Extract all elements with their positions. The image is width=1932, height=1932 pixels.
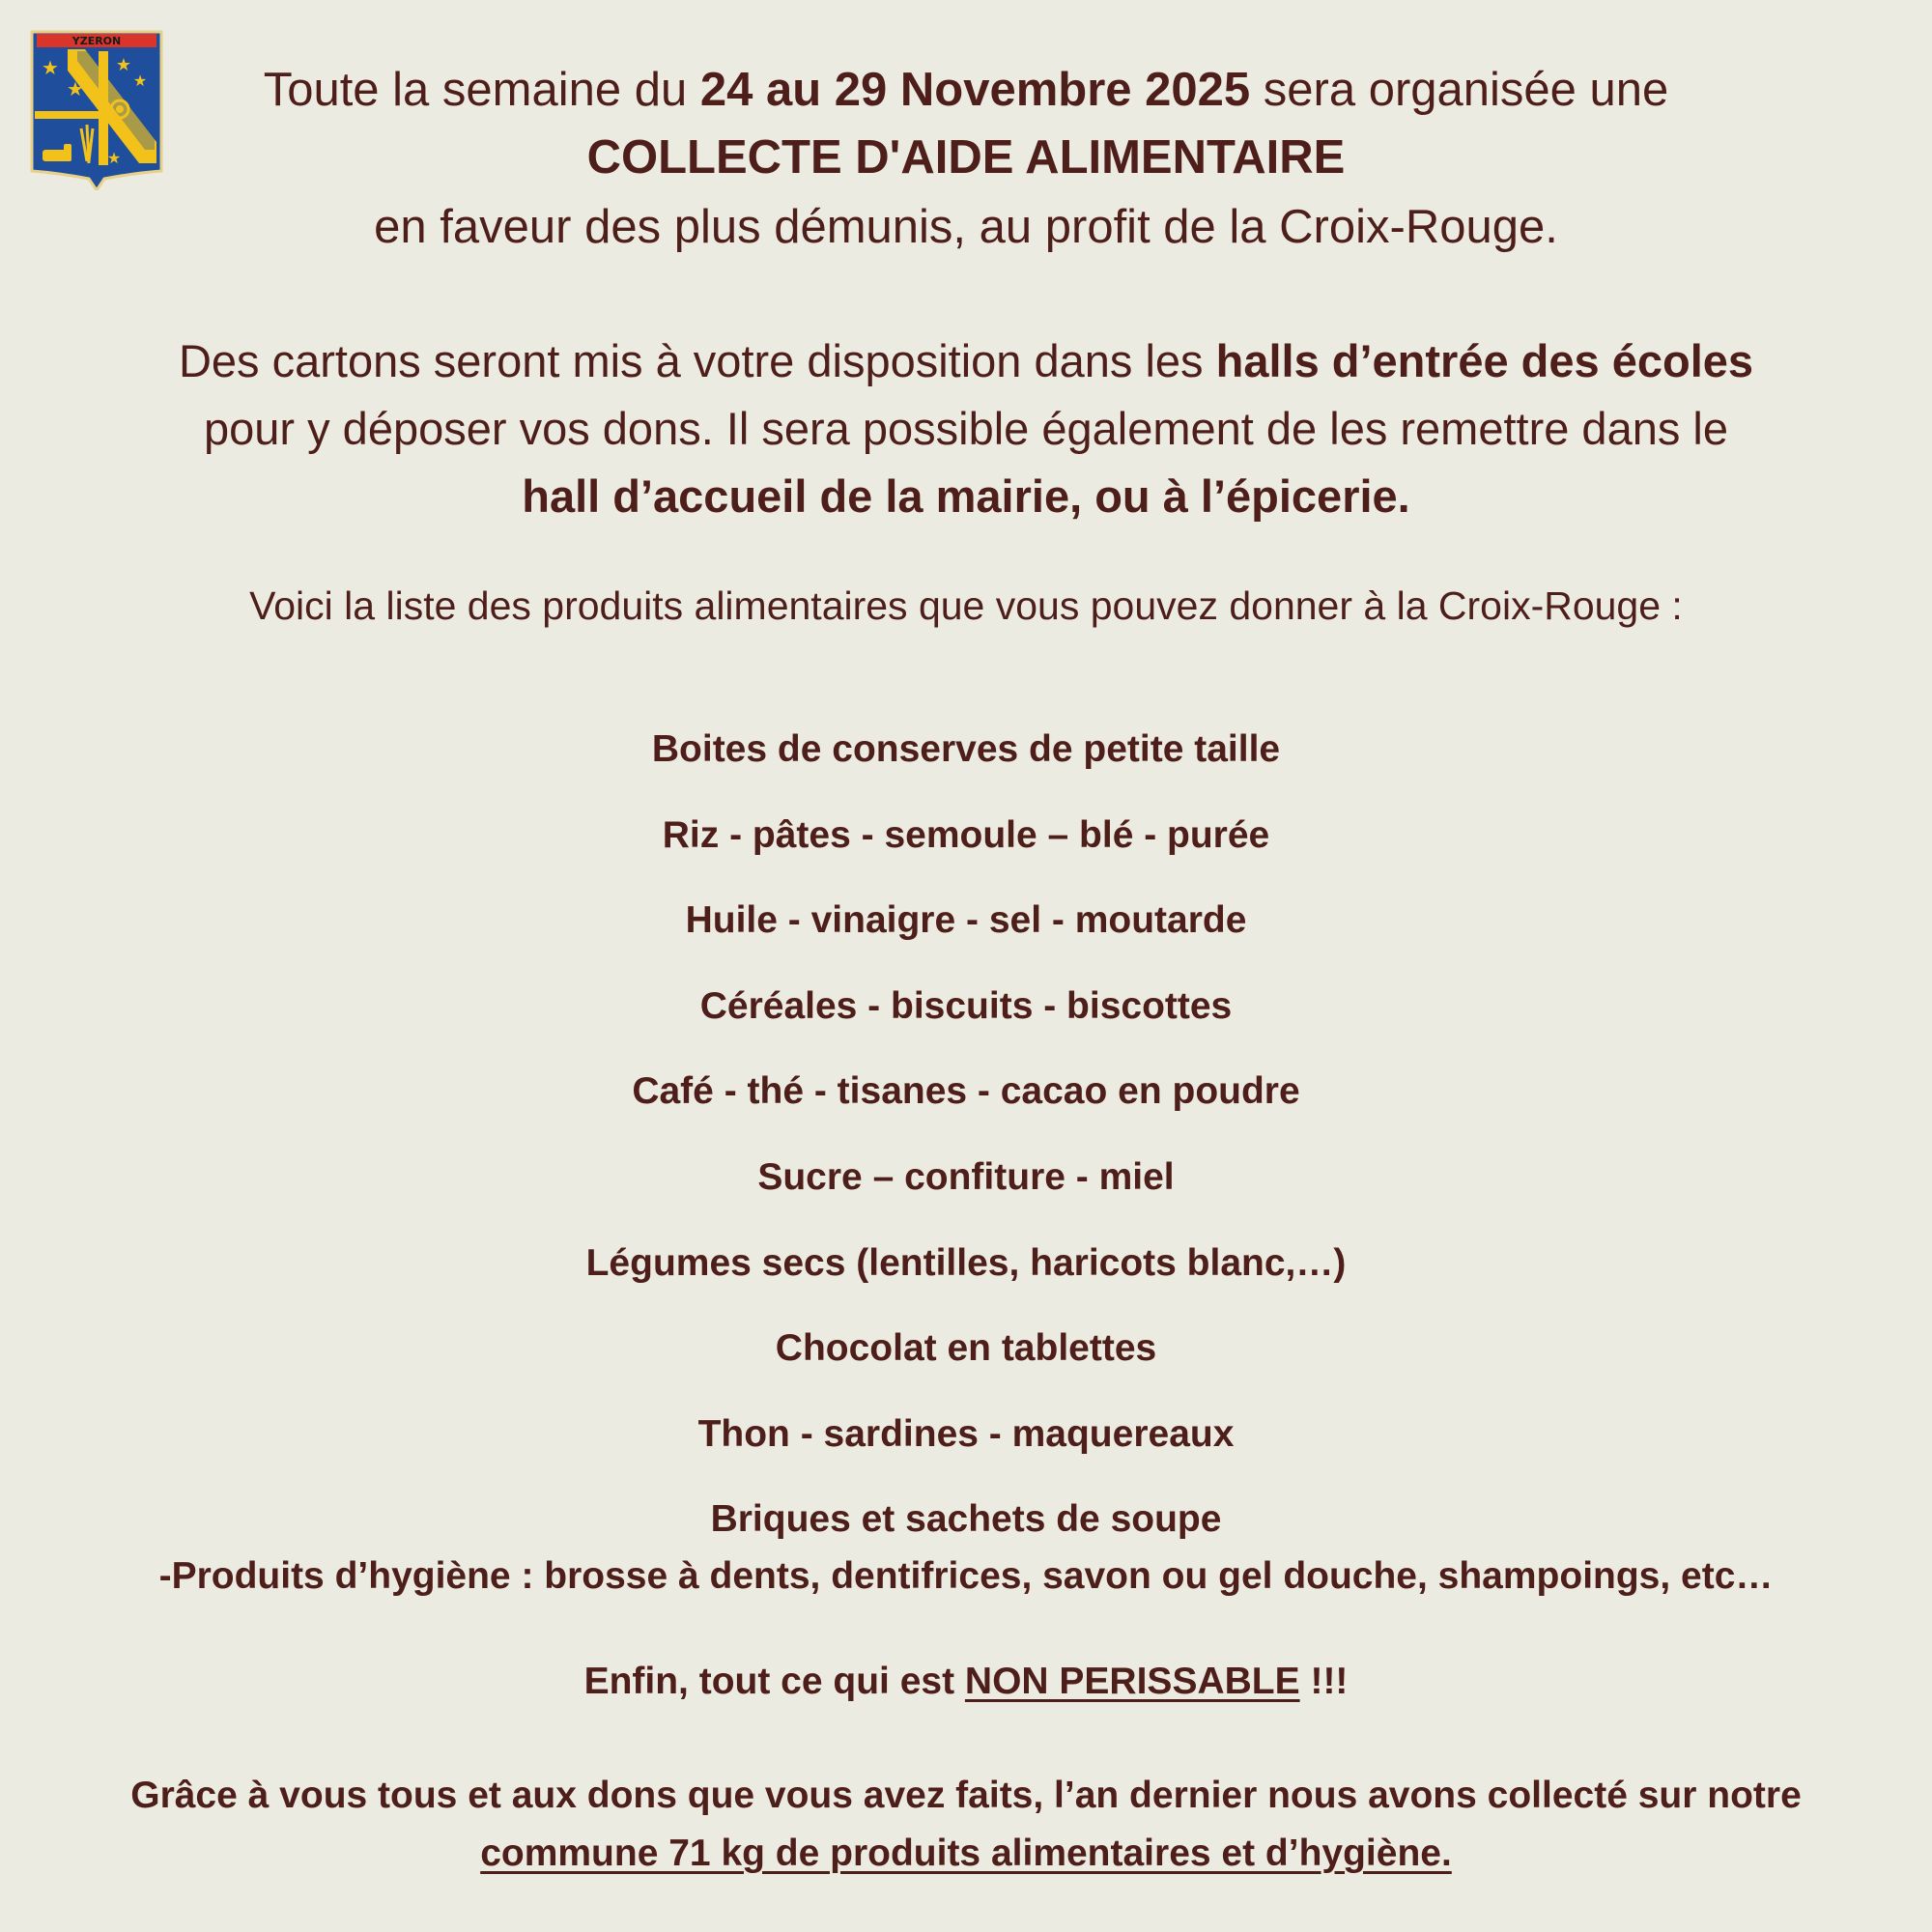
hygiene-products: -Produits d’hygiène : brosse à dents, dentifrices, savon ou gel douche, shampoings, etc… — [158, 1555, 1774, 1597]
header-line-1 — [0, 56, 1932, 124]
list-item: Thon - sardines - maquereaux — [697, 1412, 1235, 1455]
drop-off-line-2: pour y déposer vos dons. Il sera possible également de les remettre dans le — [204, 403, 1728, 454]
products-list — [0, 707, 1932, 1563]
header-line-1-end: sera organisée une — [1250, 64, 1669, 116]
star-icon: ★ — [42, 58, 59, 79]
drop-off-line-3: hall d’accueil de la mairie, ou à l’épicerie. — [522, 470, 1410, 522]
header-line-3: en faveur des plus démunis, au profit de la Croix-Rouge. — [374, 201, 1558, 253]
non-perishable-emphasis: NON PERISSABLE — [964, 1661, 1300, 1702]
list-item: Chocolat en tablettes — [775, 1327, 1157, 1370]
non-perishable-start: Enfin, tout ce qui est — [583, 1661, 965, 1702]
list-item: Briques et sachets de soupe — [710, 1498, 1222, 1541]
list-item: Légumes secs (lentilles, haricots blanc,…) — [585, 1241, 1347, 1284]
drop-off-line-1-start: Des cartons seront mis à votre disposition dans les — [178, 335, 1216, 386]
event-title: COLLECTE D'AIDE ALIMENTAIRE — [586, 131, 1346, 184]
thanks-paragraph — [0, 1767, 1932, 1883]
non-perishable-end: !!! — [1299, 1661, 1349, 1702]
drop-off-paragraph — [0, 327, 1932, 530]
list-item: Sucre – confiture - miel — [757, 1155, 1175, 1198]
star-icon: ★ — [132, 73, 148, 90]
star-icon: ★ — [106, 151, 122, 167]
products-intro: Voici la liste des produits alimentaires que vous pouvez donner à la Croix-Rouge : — [249, 583, 1683, 628]
star-icon: ★ — [115, 55, 132, 74]
header-line-1-start: Toute la semaine du — [263, 64, 700, 116]
drop-off-schools: halls d’entrée des écoles — [1215, 335, 1754, 386]
crest-banner-text: YZERON — [71, 35, 122, 47]
list-item: Riz - pâtes - semoule – blé - purée — [662, 813, 1270, 856]
list-item: Huile - vinaigre - sel - moutarde — [685, 899, 1247, 942]
list-item: Café - thé - tisanes - cacao en poudre — [632, 1070, 1300, 1113]
thanks-line-2: commune 71 kg de produits alimentaires et d’hygiène. — [480, 1833, 1452, 1874]
list-item: Céréales - biscuits - biscottes — [699, 984, 1233, 1027]
list-item: Boites de conserves de petite taille — [651, 728, 1281, 770]
event-dates: 24 au 29 Novembre 2025 — [699, 64, 1251, 116]
thanks-line-1: Grâce à vous tous et aux dons que vous avez faits, l’an dernier nous avons collecté sur notre — [130, 1775, 1802, 1816]
star-icon: ★ — [67, 79, 84, 100]
drop-off-line-1 — [0, 327, 1932, 395]
non-perishable-note — [0, 1653, 1932, 1711]
